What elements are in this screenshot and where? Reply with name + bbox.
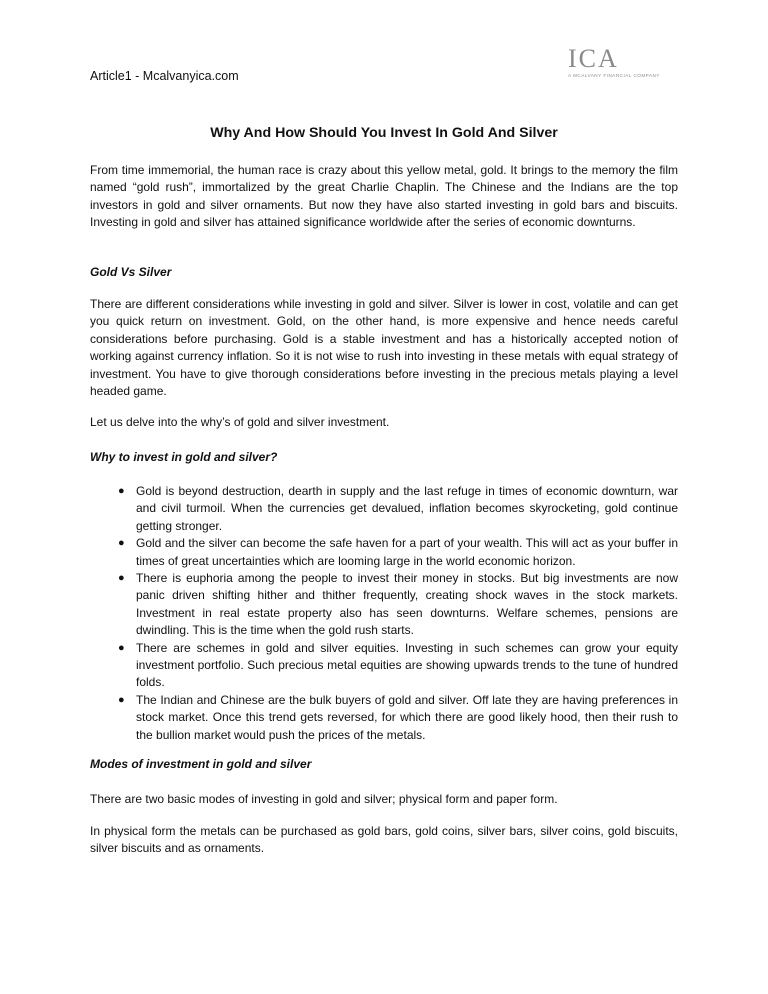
section-heading-modes: Modes of investment in gold and silver (90, 757, 312, 771)
intro-paragraph: From time immemorial, the human race is crazy about this yellow metal, gold. It brings to the memory the film named “gold rush”, immortalized by the great Charlie Chaplin. The Chinese and the Indians are the top investors in gold and silver ornaments. But now they have also started investing in gold bars and biscuits. Investing in gold and silver has attained significance worldwide after the series of economic downturns. (90, 163, 678, 230)
logo-mark: ICA (568, 44, 619, 73)
list-item (90, 692, 678, 744)
section-gold-vs-silver (90, 264, 678, 281)
list-item (90, 570, 678, 640)
section-why-invest (90, 449, 678, 466)
modes-paragraph-2: In physical form the metals can be purchased as gold bars, gold coins, silver bars, silver coins, gold biscuits, silver biscuits and as ornaments. (90, 824, 678, 856)
bullet-icon: ● (118, 572, 125, 585)
bullet-icon: ● (118, 485, 125, 497)
section-modes (90, 756, 678, 773)
article-title: Why And How Should You Invest In Gold And Silver (210, 125, 558, 141)
gold-vs-silver-paragraph: There are different considerations while investing in gold and silver. Silver is lower in cost, volatile and can get you quick return on investment. Gold, on the other hand, is more expensive and hence needs careful considerations before purchasing. Gold is a stable investment and has a historically accepted notion of working against currency inflation. So it is not wise to rush into investing in these metals with equal strategy of investment. You have to give thorough considerations before investing in the precious metals playing a level headed game. (90, 297, 678, 399)
modes-paragraph-2-block (90, 823, 678, 858)
list-item-text: Gold and the silver can become the safe haven for a part of your wealth. This will act as your buffer in times of great uncertainties which are looming large in the world economic horizon. (136, 536, 678, 568)
list-item-text: Gold is beyond destruction, dearth in supply and the last refuge in times of economic downturn, war and civil turmoil. When the currencies get devalued, inflation becomes skyrocketing, gold continue getting stronger. (136, 484, 678, 533)
why-invest-bullet-list (90, 483, 678, 744)
list-item-text: There is euphoria among the people to invest their money in stocks. But big investments are now panic driven shifting hither and thither frequently, creating shock waves in the stock markets. Investment in real estate property also has seen downturns. Welfare schemes, pensions are dwindling. This is the time when the gold rush starts. (136, 571, 678, 638)
section-heading-why-invest: Why to invest in gold and silver? (90, 450, 278, 464)
why-invest-list-block (90, 483, 678, 744)
modes-paragraph-1: There are two basic modes of investing in gold and silver; physical form and paper form. (90, 792, 558, 806)
section-heading-gold-vs-silver: Gold Vs Silver (90, 265, 172, 279)
list-item (90, 640, 678, 692)
logo-subtitle: A MCALVANY FINANCIAL COMPANY (568, 73, 660, 78)
ica-logo (568, 46, 678, 78)
list-item-text: The Indian and Chinese are the bulk buyers of gold and silver. Off late they are having preferences in stock market. Once this trend gets reversed, for which there are good likely hood, then their rush to the bullion market would push the prices of the metals. (136, 692, 678, 742)
list-item (90, 483, 678, 535)
delve-paragraph: Let us delve into the why’s of gold and silver investment. (90, 415, 390, 429)
delve-paragraph-block (90, 414, 678, 431)
bullet-icon: ● (118, 537, 125, 550)
list-item (90, 535, 678, 570)
list-item-text: There are schemes in gold and silver equities. Investing in such schemes can grow your equity investment portfolio. Such precious metal equities are showing upwards trends to the tune of hundred folds. (136, 640, 678, 690)
gold-vs-silver-paragraph-block (90, 296, 678, 400)
bullet-icon: ● (118, 641, 125, 654)
bullet-icon: ● (118, 693, 125, 706)
intro-paragraph-block (90, 162, 678, 232)
header-source-text: Article1 - Mcalvanyica.com (90, 69, 239, 83)
modes-paragraph-1-block (90, 791, 678, 808)
